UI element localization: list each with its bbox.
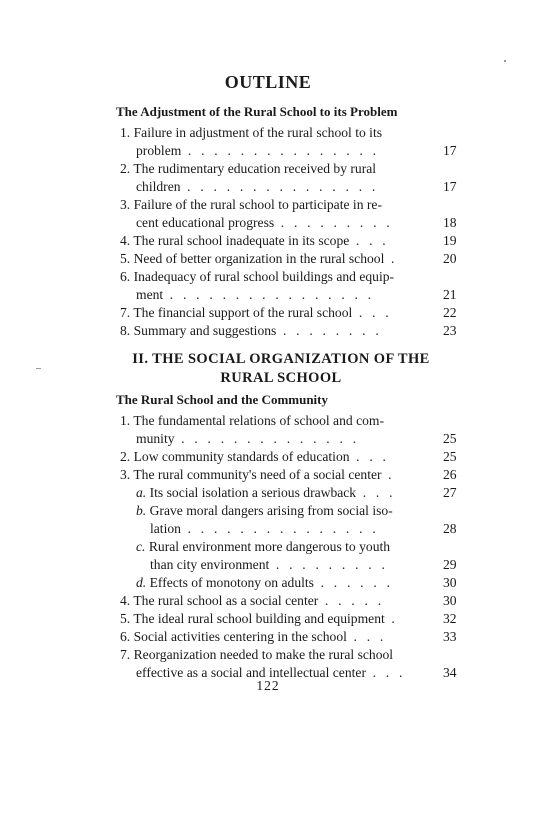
page-number: 122 [256,678,280,693]
outline-entry: 7. The financial support of the rural school . . . [120,305,392,320]
page-ref: 20 [443,251,457,266]
page-ref: 26 [443,467,457,482]
page-ref: 17 [443,179,457,194]
page-ref: 27 [443,485,457,500]
outline-entry: 7. Reorganization needed to make the rural school [120,647,394,662]
outline-entry-continuation: lation . . . . . . . . . . . . . . . [150,521,379,536]
outline-entry-continuation: problem . . . . . . . . . . . . . . . [136,143,380,158]
outline-entry: 1. The fundamental relations of school and com- [120,413,385,428]
page-ref: 30 [443,593,457,608]
outline-entry: 3. Failure of the rural school to participate in re- [120,197,382,212]
outline-entry-continuation: ment . . . . . . . . . . . . . . . . [136,287,375,302]
outline-entry-continuation: effective as a social and intellectual center . . . [136,665,406,680]
outline-subentry: b. Grave moral dangers arising from social iso- [136,503,393,518]
page-ref: 32 [443,611,457,626]
page-title: OUTLINE [224,72,312,92]
outline-subentry: a. Its social isolation a serious drawback . . . [136,485,396,500]
outline-subentry: d. Effects of monotony on adults . . . . . . [136,575,394,590]
page-ref: 22 [443,305,457,320]
scan-mark [36,368,41,369]
page-ref: 33 [443,629,457,644]
outline-subentry: c. Rural environment more dangerous to youth [136,539,391,554]
outline-entry: 4. The rural school as a social center . . . . . [120,593,385,608]
outline-entry: 2. Low community standards of education . . . [120,449,390,464]
page-ref: 34 [443,665,457,680]
page-ref: 23 [443,323,457,338]
page-ref: 19 [443,233,457,248]
section-heading: The Adjustment of the Rural School to its Problem [116,104,398,119]
part-title: II. THE SOCIAL ORGANIZATION OF THE RURAL SCHOOL [132,351,430,386]
outline-entry: 6. Social activities centering in the school . . . [120,629,387,644]
outline-entry: 5. Need of better organization in the rural school . [120,251,398,266]
page-ref: 17 [443,143,457,158]
page-ref: 21 [443,287,457,302]
page-ref: 18 [443,215,457,230]
outline-entry: 2. The rudimentary education received by rural [120,161,377,176]
page-ref: 25 [443,431,457,446]
outline-entry-continuation: munity . . . . . . . . . . . . . . [136,431,360,446]
scan-mark [504,60,506,62]
outline-entry: 6. Inadequacy of rural school buildings and equip- [120,269,395,284]
outline-entry: 8. Summary and suggestions . . . . . . . . [120,323,382,338]
outline-entry: 5. The ideal rural school building and equipment . [120,611,398,626]
outline-entry: 3. The rural community's need of a social center . [120,467,395,482]
outline-entry-continuation: than city environment . . . . . . . . . [150,557,389,572]
page-ref: 28 [443,521,457,536]
section-heading: The Rural School and the Community [116,392,328,407]
outline-entry: 4. The rural school inadequate in its scope . . . [120,233,389,248]
outline-entry-continuation: cent educational progress . . . . . . . . . [136,215,393,230]
page-ref: 30 [443,575,457,590]
outline-entry: 1. Failure in adjustment of the rural school to its [120,125,383,140]
page-ref: 25 [443,449,457,464]
page-ref: 29 [443,557,457,572]
outline-entry-continuation: children . . . . . . . . . . . . . . . [136,179,379,194]
